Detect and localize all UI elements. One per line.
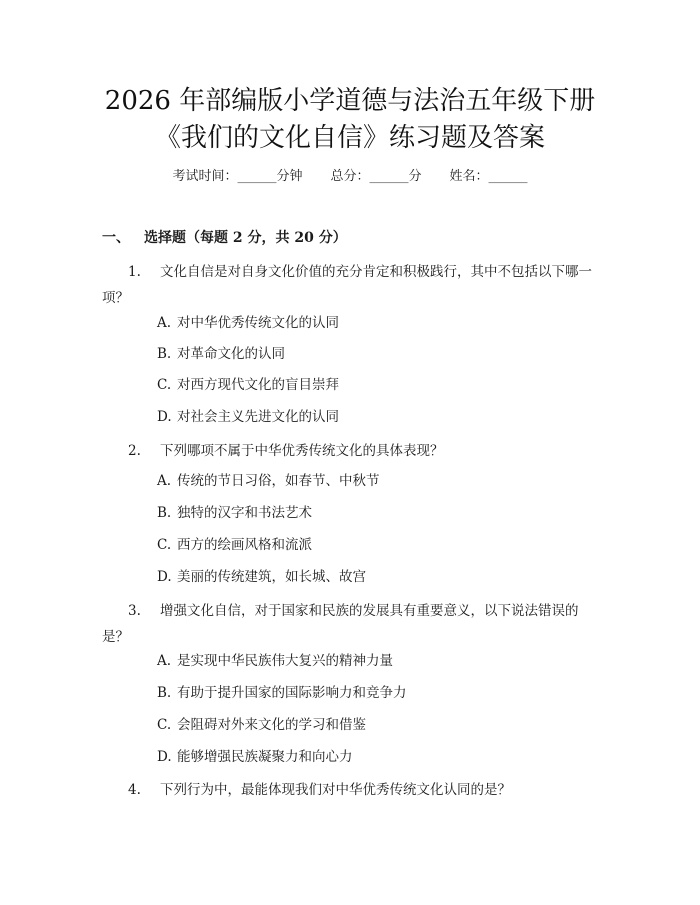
option-letter: B. xyxy=(157,505,172,521)
question-1 xyxy=(102,259,602,311)
option-text: 对社会主义先进文化的认同 xyxy=(177,409,339,425)
option-text: 对中华优秀传统文化的认同 xyxy=(177,315,339,331)
section-number: 一、 xyxy=(102,230,130,246)
question-number: 4. xyxy=(128,782,141,798)
question-1-option-c xyxy=(157,375,339,395)
total-score-label: 总分：______分 xyxy=(330,169,422,184)
option-text: 有助于提升国家的国际影响力和竞争力 xyxy=(177,685,407,701)
option-text: 对西方现代文化的盲目崇拜 xyxy=(177,377,339,393)
question-text: 文化自信是对自身文化价值的充分肯定和积极践行，其中不包括以下哪一项？ xyxy=(102,264,592,306)
option-letter: C. xyxy=(157,537,172,553)
question-text: 增强文化自信，对于国家和民族的发展具有重要意义，以下说法错误的是？ xyxy=(102,603,579,645)
option-text: 对革命文化的认同 xyxy=(177,346,285,362)
option-letter: A. xyxy=(157,473,172,489)
question-4 xyxy=(102,777,602,803)
option-letter: C. xyxy=(157,377,172,393)
option-text: 美丽的传统建筑，如长城、故宫 xyxy=(177,569,366,585)
option-letter: C. xyxy=(157,717,172,733)
option-letter: D. xyxy=(157,749,172,765)
question-3-option-d xyxy=(157,747,353,767)
question-2 xyxy=(102,438,602,464)
option-text: 会阻碍对外来文化的学习和借鉴 xyxy=(177,717,366,733)
question-3-option-a xyxy=(157,651,393,671)
section-heading xyxy=(102,228,347,248)
option-text: 西方的绘画风格和流派 xyxy=(177,537,312,553)
option-letter: A. xyxy=(157,653,172,669)
question-number: 1. xyxy=(128,264,141,280)
option-letter: D. xyxy=(157,569,172,585)
question-number: 3. xyxy=(128,603,141,619)
option-letter: D. xyxy=(157,409,172,425)
question-3-option-b xyxy=(157,683,407,703)
option-letter: A. xyxy=(157,315,172,331)
option-text: 能够增强民族凝聚力和向心力 xyxy=(177,749,353,765)
exam-info xyxy=(0,168,700,186)
question-1-option-d xyxy=(157,407,339,427)
question-2-option-d xyxy=(157,567,366,587)
option-letter: B. xyxy=(157,685,172,701)
question-text: 下列哪项不属于中华优秀传统文化的具体表现？ xyxy=(160,443,444,459)
student-name-label: 姓名：______ xyxy=(449,169,528,184)
option-text: 独特的汉字和书法艺术 xyxy=(177,505,312,521)
option-text: 是实现中华民族伟大复兴的精神力量 xyxy=(177,653,393,669)
question-number: 2. xyxy=(128,443,141,459)
question-3-option-c xyxy=(157,715,366,735)
exam-time-label: 考试时间：______分钟 xyxy=(172,169,303,184)
section-title: 选择题（每题 2 分，共 20 分） xyxy=(144,230,347,246)
page-title-line2: 《我们的文化自信》练习题及答案 xyxy=(154,123,545,153)
page-title-line1: 2026 年部编版小学道德与法治五年级下册 xyxy=(104,86,596,116)
question-1-option-a xyxy=(157,313,339,333)
question-2-option-b xyxy=(157,503,312,523)
question-1-option-b xyxy=(157,344,285,364)
option-text: 传统的节日习俗，如春节、中秋节 xyxy=(177,473,380,489)
option-letter: B. xyxy=(157,346,172,362)
question-3 xyxy=(102,598,602,650)
question-2-option-c xyxy=(157,535,312,555)
question-2-option-a xyxy=(157,471,380,491)
question-text: 下列行为中，最能体现我们对中华优秀传统文化认同的是？ xyxy=(160,782,511,798)
